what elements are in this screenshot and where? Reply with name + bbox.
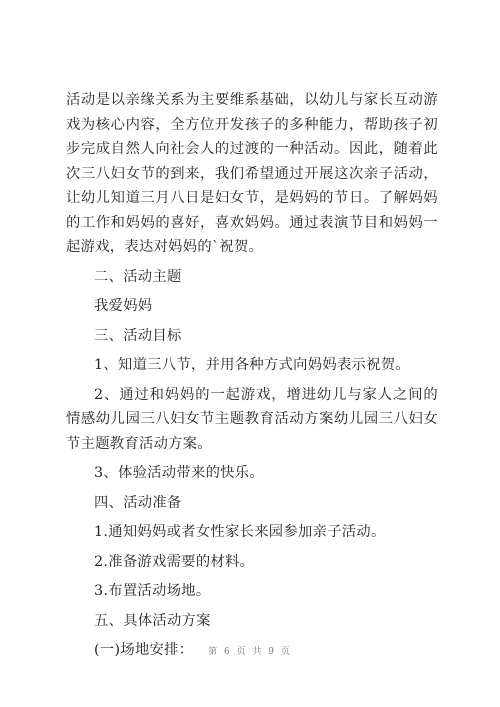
section-heading-preparation: 四、活动准备 [94,494,182,511]
section-heading-plan: 五、具体活动方案 [94,612,211,629]
intro-paragraph: 活动是以亲缘关系为主要维系基础，以幼儿与家长互动游戏为核心内容，全方位开发孩子的多种能力，帮助孩子初步完成自然人向社会人的过渡的一种活动。因此，随着此次三八妇女节的到来，我们希望通过开展这次亲子活动，让幼儿知道三月八日是妇女节，是妈妈的节日。了解妈妈的工作和妈妈的喜好，喜欢妈妈。通过表演节目和妈妈一起游戏，表达对妈妈的`祝贺。 [66,92,438,255]
preparation-item-2: 2.准备游戏需要的材料。 [94,553,255,570]
preparation-item-1: 1.通知妈妈或者女性家长来园参加亲子活动。 [94,524,386,540]
page-footer: 第 6 页 共 9 页 [208,647,292,657]
section-heading-theme: 二、活动主题 [94,268,182,285]
section-heading-goals: 三、活动目标 [94,327,182,344]
goal-item-2: 2、通过和妈妈的一起游戏，增进幼儿与家人之间的情感幼儿园三八妇女节主题教育活动方案幼儿园三八妇女节主题教育活动方案。 [66,386,438,452]
plan-item-venue: (一)场地安排： [94,642,194,658]
preparation-item-3: 3.布置活动场地。 [94,583,211,599]
goal-item-1: 1、知道三八节，并用各种方式向妈妈表示祝贺。 [94,357,410,373]
theme-text: 我爱妈妈 [94,298,153,314]
goal-item-3: 3、体验活动带来的快乐。 [94,465,264,481]
page-content [66,88,438,663]
